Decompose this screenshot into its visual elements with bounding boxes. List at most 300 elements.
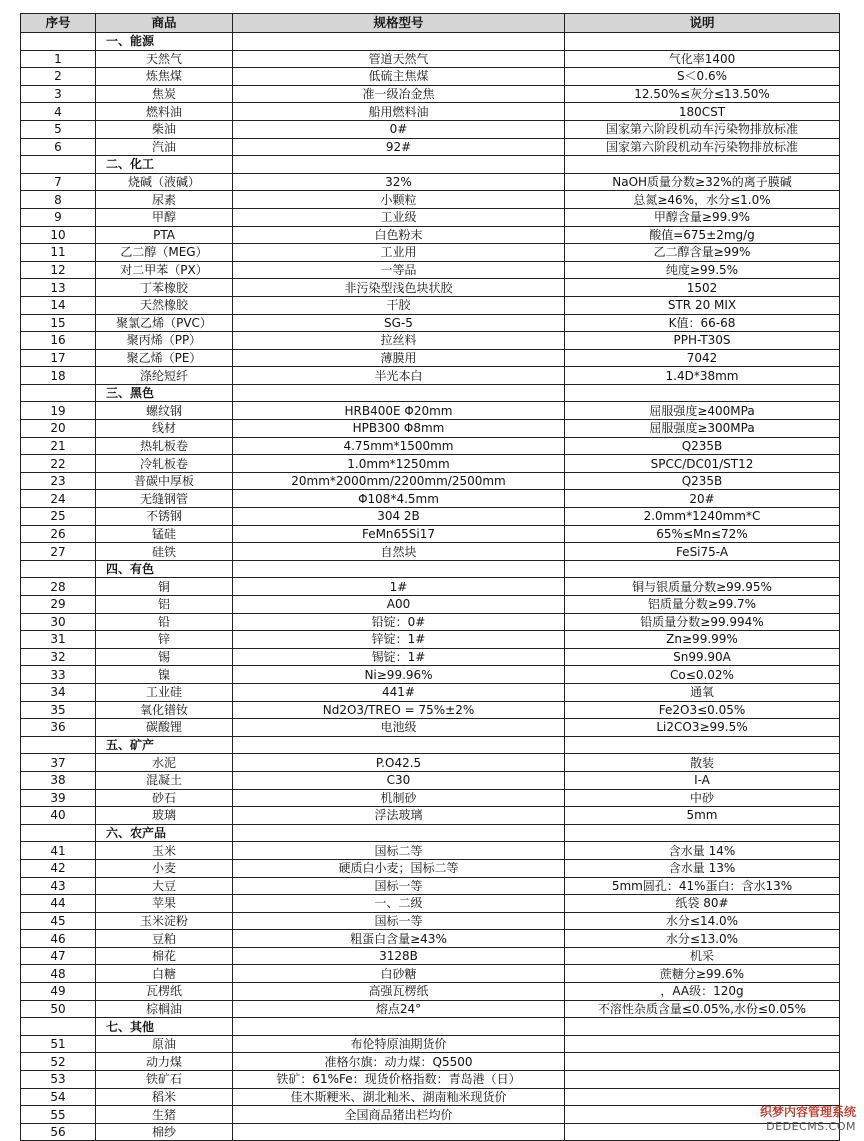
- section-row: [21, 824, 840, 842]
- row-no: 54: [21, 1088, 96, 1106]
- section-spec-cell: [233, 1018, 565, 1036]
- table-row: [21, 508, 840, 526]
- section-no-cell: [21, 824, 96, 842]
- table-row: [21, 85, 840, 103]
- row-spec: 92#: [233, 138, 565, 156]
- table-row: [21, 296, 840, 314]
- row-spec: 船用燃料油: [233, 103, 565, 121]
- row-note: 通氧: [565, 683, 840, 701]
- table-row: [21, 402, 840, 420]
- row-name: 水泥: [96, 754, 233, 772]
- row-spec: 全国商品猪出栏均价: [233, 1106, 565, 1124]
- table-row: [21, 120, 840, 138]
- row-spec: 非污染型浅色块状胶: [233, 279, 565, 297]
- header-spec: 规格型号: [233, 14, 565, 33]
- row-note: Sn99.90A: [565, 648, 840, 666]
- table-row: [21, 50, 840, 68]
- section-row: [21, 736, 840, 754]
- row-name: 生猪: [96, 1106, 233, 1124]
- table-row: [21, 226, 840, 244]
- row-spec: 441#: [233, 683, 565, 701]
- row-note: 铅质量分数≥99.994%: [565, 613, 840, 631]
- row-spec: 1.0mm*1250mm: [233, 455, 565, 473]
- row-note: 5mm: [565, 807, 840, 825]
- row-name: 螺纹钢: [96, 402, 233, 420]
- table-row: [21, 596, 840, 614]
- table-row: [21, 701, 840, 719]
- row-note: 国家第六阶段机动车污染物排放标准: [565, 120, 840, 138]
- row-no: 3: [21, 85, 96, 103]
- section-spec-cell: [233, 824, 565, 842]
- table-row: [21, 771, 840, 789]
- row-note: FeSi75-A: [565, 543, 840, 561]
- row-spec: Nd2O3/TREO = 75%±2%: [233, 701, 565, 719]
- row-spec: HRB400E Φ20mm: [233, 402, 565, 420]
- table-row: [21, 631, 840, 649]
- table-row: [21, 842, 840, 860]
- row-spec: 国标一等: [233, 912, 565, 930]
- row-spec: FeMn65Si17: [233, 525, 565, 543]
- row-note: 180CST: [565, 103, 840, 121]
- row-note: 总氮≥46%，水分≤1.0%: [565, 191, 840, 209]
- row-no: 18: [21, 367, 96, 385]
- row-no: 37: [21, 754, 96, 772]
- row-spec: 佳木斯粳米、湖北籼米、湖南籼米现货价: [233, 1088, 565, 1106]
- row-spec: 4.75mm*1500mm: [233, 437, 565, 455]
- row-note: 屈服强度≥400MPa: [565, 402, 840, 420]
- row-name: 大豆: [96, 877, 233, 895]
- row-name: 锌: [96, 631, 233, 649]
- table-row: [21, 613, 840, 631]
- row-spec: SG-5: [233, 314, 565, 332]
- row-spec: 小颗粒: [233, 191, 565, 209]
- row-spec: 国标一等: [233, 877, 565, 895]
- table-row: [21, 525, 840, 543]
- section-spec-cell: [233, 736, 565, 754]
- row-no: 50: [21, 1000, 96, 1018]
- row-name: 铅: [96, 613, 233, 631]
- row-note: 纸袋 80#: [565, 895, 840, 913]
- section-title: 四、有色: [96, 560, 233, 578]
- table-row: [21, 314, 840, 332]
- table-row: [21, 648, 840, 666]
- row-name: 乙二醇（MEG）: [96, 244, 233, 262]
- table-row: [21, 877, 840, 895]
- row-no: 16: [21, 332, 96, 350]
- row-name: 普碳中厚板: [96, 472, 233, 490]
- header-no: 序号: [21, 14, 96, 33]
- watermark-name: 织梦内容管理系统: [759, 1105, 856, 1119]
- section-row: [21, 560, 840, 578]
- row-note: Fe2O3≤0.05%: [565, 701, 840, 719]
- row-spec: 0#: [233, 120, 565, 138]
- row-spec: A00: [233, 596, 565, 614]
- section-note-cell: [565, 824, 840, 842]
- row-no: 40: [21, 807, 96, 825]
- row-name: 冷轧板卷: [96, 455, 233, 473]
- row-no: 23: [21, 472, 96, 490]
- row-note: 乙二醇含量≥99%: [565, 244, 840, 262]
- table-row: [21, 138, 840, 156]
- row-spec: 自然块: [233, 543, 565, 561]
- row-no: 11: [21, 244, 96, 262]
- row-note: 气化率1400: [565, 50, 840, 68]
- row-note: ，AA级：120g: [565, 983, 840, 1001]
- row-spec: 32%: [233, 173, 565, 191]
- table-row: [21, 1123, 840, 1141]
- row-no: 15: [21, 314, 96, 332]
- row-no: 31: [21, 631, 96, 649]
- row-name: 烧碱（液碱）: [96, 173, 233, 191]
- row-name: 聚丙烯（PP）: [96, 332, 233, 350]
- row-spec: 准格尔旗：动力煤：Q5500: [233, 1053, 565, 1071]
- row-spec: Ni≥99.96%: [233, 666, 565, 684]
- row-no: 20: [21, 420, 96, 438]
- row-note: Co≤0.02%: [565, 666, 840, 684]
- row-no: 52: [21, 1053, 96, 1071]
- row-note: SPCC/DC01/ST12: [565, 455, 840, 473]
- table-row: [21, 261, 840, 279]
- section-row: [21, 156, 840, 174]
- row-note: 铜与银质量分数≥99.95%: [565, 578, 840, 596]
- row-spec: 管道天然气: [233, 50, 565, 68]
- row-spec: 电池级: [233, 719, 565, 737]
- table-row: [21, 912, 840, 930]
- row-note: 水分≤13.0%: [565, 930, 840, 948]
- row-no: 14: [21, 296, 96, 314]
- row-name: 热轧板卷: [96, 437, 233, 455]
- section-note-cell: [565, 736, 840, 754]
- table-row: [21, 490, 840, 508]
- row-name: 聚乙烯（PE）: [96, 349, 233, 367]
- row-name: 硅铁: [96, 543, 233, 561]
- row-no: 2: [21, 68, 96, 86]
- section-title: 六、农产品: [96, 824, 233, 842]
- section-note-cell: [565, 1018, 840, 1036]
- row-no: 44: [21, 895, 96, 913]
- row-name: 对二甲苯（PX）: [96, 261, 233, 279]
- row-name: 原油: [96, 1035, 233, 1053]
- row-spec: 准一级冶金焦: [233, 85, 565, 103]
- row-note: 含水量 14%: [565, 842, 840, 860]
- section-no-cell: [21, 736, 96, 754]
- row-spec: 熔点24°: [233, 1000, 565, 1018]
- row-spec: 3128B: [233, 947, 565, 965]
- row-spec: P.O42.5: [233, 754, 565, 772]
- row-no: 32: [21, 648, 96, 666]
- row-note: 20#: [565, 490, 840, 508]
- table-row: [21, 455, 840, 473]
- row-note: 甲醇含量≥99.9%: [565, 208, 840, 226]
- row-spec: 304 2B: [233, 508, 565, 526]
- row-name: 锡: [96, 648, 233, 666]
- row-no: 5: [21, 120, 96, 138]
- row-name: 铜: [96, 578, 233, 596]
- row-name: 铁矿石: [96, 1071, 233, 1089]
- section-title: 一、能源: [96, 33, 233, 51]
- row-name: 白糖: [96, 965, 233, 983]
- row-no: 4: [21, 103, 96, 121]
- table-row: [21, 68, 840, 86]
- table-row: [21, 1106, 840, 1124]
- table-row: [21, 683, 840, 701]
- table-row: [21, 965, 840, 983]
- section-note-cell: [565, 33, 840, 51]
- row-spec: 低硫主焦煤: [233, 68, 565, 86]
- row-note: Li2CO3≥99.5%: [565, 719, 840, 737]
- row-name: 玉米: [96, 842, 233, 860]
- row-spec: 工业用: [233, 244, 565, 262]
- table-header-row: [21, 14, 840, 33]
- table-row: [21, 983, 840, 1001]
- row-name: 丁苯橡胶: [96, 279, 233, 297]
- section-spec-cell: [233, 560, 565, 578]
- row-no: 26: [21, 525, 96, 543]
- row-spec: 锌锭：1#: [233, 631, 565, 649]
- row-spec: 布伦特原油期货价: [233, 1035, 565, 1053]
- row-note: K值：66-68: [565, 314, 840, 332]
- row-name: 豆粕: [96, 930, 233, 948]
- row-no: 43: [21, 877, 96, 895]
- row-note: NaOH质量分数≥32%的离子膜碱: [565, 173, 840, 191]
- table-row: [21, 859, 840, 877]
- table-row: [21, 420, 840, 438]
- table-row: [21, 789, 840, 807]
- row-spec: Φ108*4.5mm: [233, 490, 565, 508]
- row-note: 国家第六阶段机动车污染物排放标准: [565, 138, 840, 156]
- row-name: 棕榈油: [96, 1000, 233, 1018]
- section-note-cell: [565, 156, 840, 174]
- row-no: 49: [21, 983, 96, 1001]
- row-name: 苹果: [96, 895, 233, 913]
- row-note: Zn≥99.99%: [565, 631, 840, 649]
- row-name: 天然气: [96, 50, 233, 68]
- row-spec: 工业级: [233, 208, 565, 226]
- row-name: 聚氯乙烯（PVC）: [96, 314, 233, 332]
- row-name: 稻米: [96, 1088, 233, 1106]
- row-name: 燃料油: [96, 103, 233, 121]
- row-note: 屈服强度≥300MPa: [565, 420, 840, 438]
- section-spec-cell: [233, 384, 565, 402]
- row-note: 1502: [565, 279, 840, 297]
- row-spec: 半光本白: [233, 367, 565, 385]
- row-note: 酸值=675±2mg/g: [565, 226, 840, 244]
- watermark-url: DEDECMS.COM: [766, 1120, 856, 1133]
- table-row: [21, 244, 840, 262]
- row-no: 55: [21, 1106, 96, 1124]
- row-note: S＜0.6%: [565, 68, 840, 86]
- site-watermark: [760, 1103, 856, 1133]
- row-spec: 20mm*2000mm/2200mm/2500mm: [233, 472, 565, 490]
- row-no: 36: [21, 719, 96, 737]
- row-name: 炼焦煤: [96, 68, 233, 86]
- row-no: 28: [21, 578, 96, 596]
- row-name: 碳酸锂: [96, 719, 233, 737]
- section-note-cell: [565, 384, 840, 402]
- table-row: [21, 103, 840, 121]
- row-no: 17: [21, 349, 96, 367]
- row-note: 7042: [565, 349, 840, 367]
- table-row: [21, 1088, 840, 1106]
- row-spec: 粗蛋白含量≥43%: [233, 930, 565, 948]
- row-note: [565, 1053, 840, 1071]
- row-note: 散装: [565, 754, 840, 772]
- section-spec-cell: [233, 156, 565, 174]
- row-name: 铝: [96, 596, 233, 614]
- row-spec: 铁矿：61%Fe：现货价格指数：青岛港（日）: [233, 1071, 565, 1089]
- row-no: 9: [21, 208, 96, 226]
- row-note: 不溶性杂质含量≤0.05%,水份≤0.05%: [565, 1000, 840, 1018]
- row-spec: 薄膜用: [233, 349, 565, 367]
- row-note: 65%≤Mn≤72%: [565, 525, 840, 543]
- section-row: [21, 33, 840, 51]
- section-no-cell: [21, 560, 96, 578]
- row-note: 纯度≥99.5%: [565, 261, 840, 279]
- commodity-spec-table: [20, 13, 840, 1141]
- row-no: 34: [21, 683, 96, 701]
- row-no: 48: [21, 965, 96, 983]
- table-row: [21, 1035, 840, 1053]
- row-spec: [233, 1123, 565, 1141]
- section-title: 三、黑色: [96, 384, 233, 402]
- row-spec: 1#: [233, 578, 565, 596]
- section-title: 二、化工: [96, 156, 233, 174]
- section-no-cell: [21, 1018, 96, 1036]
- row-note: 水分≤14.0%: [565, 912, 840, 930]
- section-no-cell: [21, 384, 96, 402]
- table-row: [21, 543, 840, 561]
- row-note: I-A: [565, 771, 840, 789]
- row-no: 25: [21, 508, 96, 526]
- table-row: [21, 1053, 840, 1071]
- table-row: [21, 472, 840, 490]
- table-row: [21, 719, 840, 737]
- section-no-cell: [21, 156, 96, 174]
- row-no: 12: [21, 261, 96, 279]
- row-note: [565, 1035, 840, 1053]
- row-no: 30: [21, 613, 96, 631]
- table-row: [21, 895, 840, 913]
- row-spec: C30: [233, 771, 565, 789]
- row-no: 24: [21, 490, 96, 508]
- table-row: [21, 1000, 840, 1018]
- section-title: 五、矿产: [96, 736, 233, 754]
- row-no: 41: [21, 842, 96, 860]
- row-name: 焦炭: [96, 85, 233, 103]
- row-no: 35: [21, 701, 96, 719]
- table-row: [21, 578, 840, 596]
- row-no: 22: [21, 455, 96, 473]
- row-spec: 拉丝料: [233, 332, 565, 350]
- row-no: 7: [21, 173, 96, 191]
- header-name: 商品: [96, 14, 233, 33]
- row-spec: 一、二级: [233, 895, 565, 913]
- row-spec: 锡锭：1#: [233, 648, 565, 666]
- row-no: 42: [21, 859, 96, 877]
- table-row: [21, 332, 840, 350]
- row-no: 39: [21, 789, 96, 807]
- row-note: 1.4D*38mm: [565, 367, 840, 385]
- table-row: [21, 208, 840, 226]
- row-note: PPH-T30S: [565, 332, 840, 350]
- row-no: 38: [21, 771, 96, 789]
- row-no: 8: [21, 191, 96, 209]
- section-no-cell: [21, 33, 96, 51]
- row-note: 2.0mm*1240mm*C: [565, 508, 840, 526]
- table-row: [21, 367, 840, 385]
- row-name: 玉米淀粉: [96, 912, 233, 930]
- row-name: 玻璃: [96, 807, 233, 825]
- row-name: 柴油: [96, 120, 233, 138]
- table-row: [21, 173, 840, 191]
- row-name: 天然橡胶: [96, 296, 233, 314]
- table-row: [21, 349, 840, 367]
- row-name: 不锈钢: [96, 508, 233, 526]
- row-no: 10: [21, 226, 96, 244]
- row-name: 锰硅: [96, 525, 233, 543]
- row-no: 13: [21, 279, 96, 297]
- row-name: 涤纶短纤: [96, 367, 233, 385]
- row-note: STR 20 MIX: [565, 296, 840, 314]
- row-note: 机采: [565, 947, 840, 965]
- row-name: 动力煤: [96, 1053, 233, 1071]
- row-spec: 一等品: [233, 261, 565, 279]
- row-no: 29: [21, 596, 96, 614]
- table-row: [21, 666, 840, 684]
- table-row: [21, 279, 840, 297]
- row-spec: 机制砂: [233, 789, 565, 807]
- section-spec-cell: [233, 33, 565, 51]
- row-spec: 国标二等: [233, 842, 565, 860]
- row-name: 尿素: [96, 191, 233, 209]
- row-spec: 干胶: [233, 296, 565, 314]
- row-name: 瓦楞纸: [96, 983, 233, 1001]
- table-row: [21, 1071, 840, 1089]
- row-name: 砂石: [96, 789, 233, 807]
- row-note: Q235B: [565, 437, 840, 455]
- row-spec: 浮法玻璃: [233, 807, 565, 825]
- row-name: 镍: [96, 666, 233, 684]
- row-note: Q235B: [565, 472, 840, 490]
- row-no: 27: [21, 543, 96, 561]
- row-name: 棉花: [96, 947, 233, 965]
- header-note: 说明: [565, 14, 840, 33]
- row-no: 1: [21, 50, 96, 68]
- row-no: 45: [21, 912, 96, 930]
- section-row: [21, 384, 840, 402]
- row-spec: 白色粉末: [233, 226, 565, 244]
- table-row: [21, 807, 840, 825]
- row-no: 51: [21, 1035, 96, 1053]
- row-name: 无缝钢管: [96, 490, 233, 508]
- row-note: 含水量 13%: [565, 859, 840, 877]
- row-no: 19: [21, 402, 96, 420]
- row-note: 5mm圆孔：41%蛋白：含水13%: [565, 877, 840, 895]
- row-name: 氧化镨钕: [96, 701, 233, 719]
- row-note: 铝质量分数≥99.7%: [565, 596, 840, 614]
- table-row: [21, 437, 840, 455]
- row-no: 56: [21, 1123, 96, 1141]
- row-name: 小麦: [96, 859, 233, 877]
- table-row: [21, 947, 840, 965]
- row-note: 12.50%≤灰分≤13.50%: [565, 85, 840, 103]
- row-name: 线材: [96, 420, 233, 438]
- row-name: 混凝土: [96, 771, 233, 789]
- row-no: 21: [21, 437, 96, 455]
- row-no: 53: [21, 1071, 96, 1089]
- row-note: [565, 1071, 840, 1089]
- row-no: 6: [21, 138, 96, 156]
